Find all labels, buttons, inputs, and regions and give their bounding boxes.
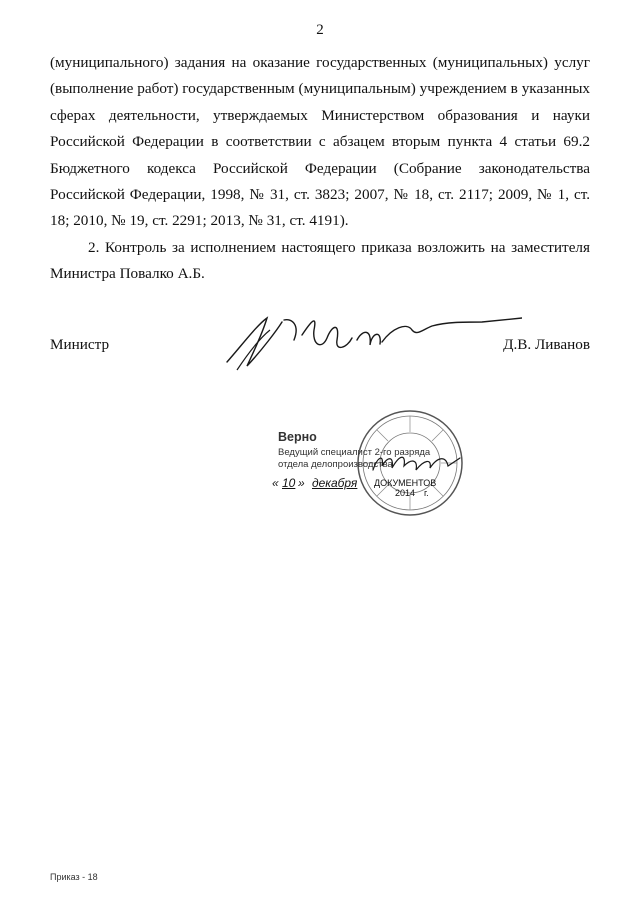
certification-year-suffix: г. bbox=[424, 488, 429, 498]
certification-year: 2014 bbox=[395, 488, 416, 498]
document-body bbox=[50, 50, 590, 288]
certification-title: Верно bbox=[278, 430, 317, 444]
paragraph-1: (муниципального) задания на оказание государственных (муниципальных) услуг (выполнение работ) государственным (муниципальным) учреждением в указанных сферах деятельности, утверждаемых Министерством образования и науки Российской Федерации в соответствии с абзацем вторым пункта 4 статьи 69.2 Бюджетного кодекса Российской Федерации (Собрание законодательства Российской Федерации, 1998, № 31, ст. 3823; 2007, № 18, ст. 2117; 2009, № 1, ст. 18; 2010, № 19, ст. 2291; 2013, № 31, ст. 4191). bbox=[50, 54, 590, 230]
signatory-name: Д.В. Ливанов bbox=[503, 336, 590, 353]
certification-position-line-2: отдела делопроизводства bbox=[278, 459, 393, 470]
certification-month: декабря bbox=[312, 476, 358, 490]
signature-row bbox=[50, 336, 590, 376]
certification-documents-label: ДОКУМЕНТОВ bbox=[374, 478, 437, 488]
signatory-title: Министр bbox=[50, 336, 110, 353]
certification-signature bbox=[370, 448, 465, 478]
certification-position-line-1: Ведущий специалист 2-го разряда bbox=[278, 447, 431, 458]
paragraph-2: 2. Контроль за исполнением настоящего приказа возложить на заместителя Министра Повалко А.Б. bbox=[50, 238, 590, 283]
footer-text: Приказ - 18 bbox=[50, 872, 98, 882]
page-number: 2 bbox=[316, 22, 324, 38]
certification-day: 10 bbox=[282, 476, 296, 490]
